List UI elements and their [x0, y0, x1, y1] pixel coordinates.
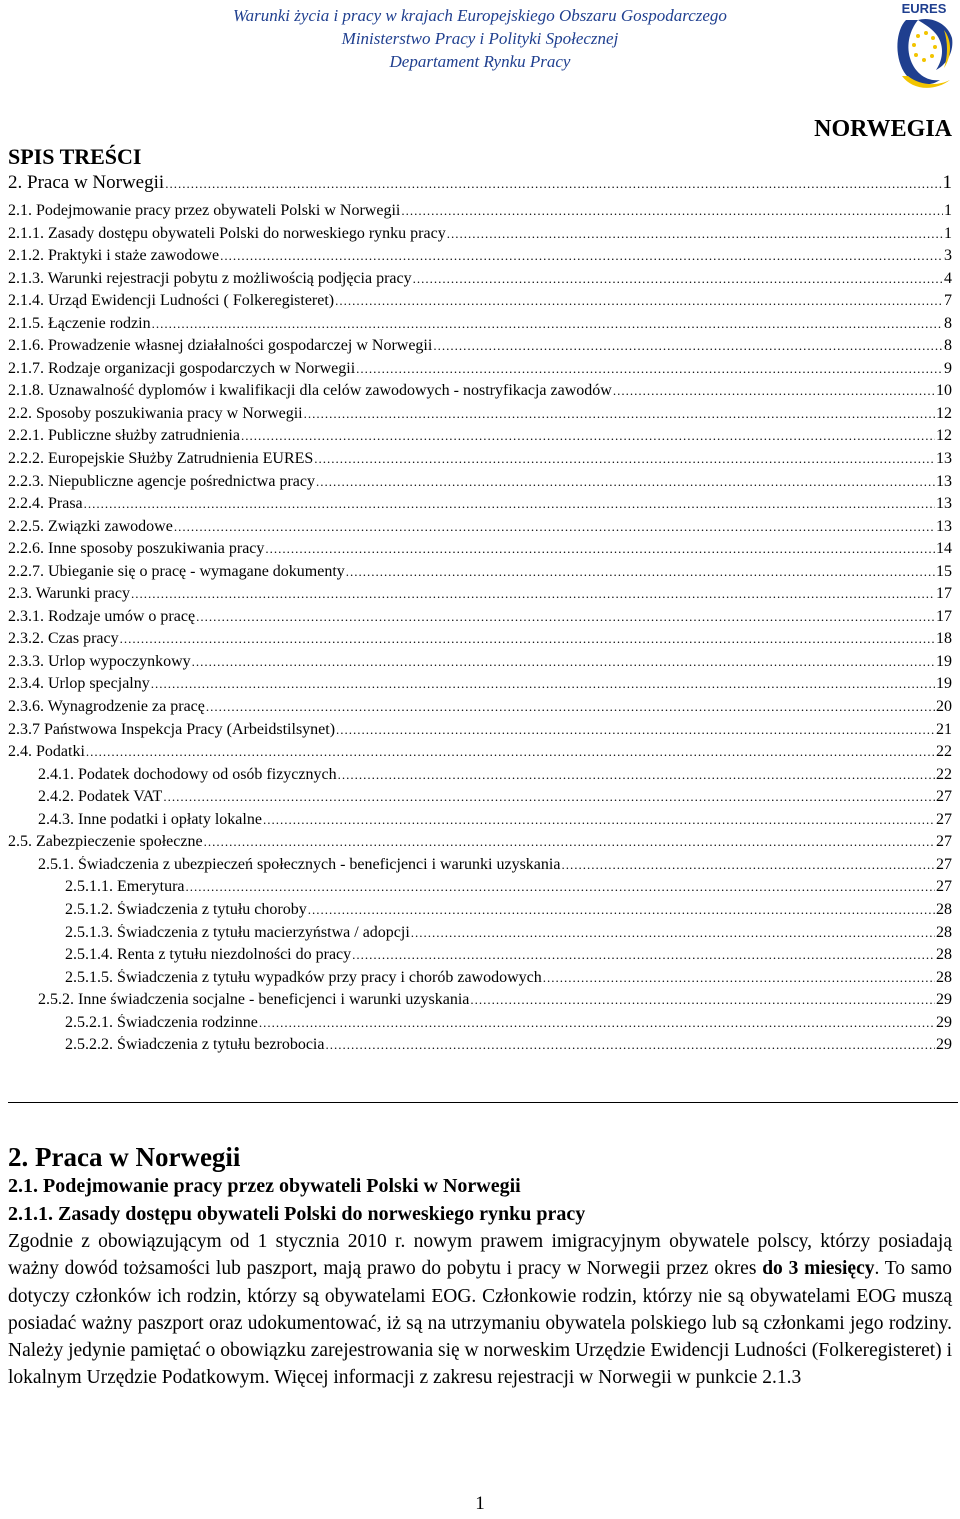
- toc-entry-title: 2.3. Warunki pracy: [8, 585, 130, 603]
- toc-entry[interactable]: [8, 337, 952, 360]
- toc-entry-title: 2.1.6. Prowadzenie własnej działalności gospodarczej w Norwegii: [8, 337, 433, 355]
- toc-entry[interactable]: [8, 721, 952, 744]
- page-number: 1: [475, 1493, 485, 1514]
- eures-logo-text: EURES: [901, 1, 947, 16]
- toc-dot-leader: [470, 992, 935, 1008]
- section-heading-2: 2.1. Podejmowanie pracy przez obywateli Polski w Norwegii: [8, 1175, 521, 1197]
- toc-dot-leader: [336, 722, 935, 738]
- toc-entry-title: 2.1.1. Zasady dostępu obywateli Polski do norweskiego rynku pracy: [8, 224, 446, 242]
- toc-entry-page: 17: [936, 585, 952, 603]
- toc-dot-leader: [613, 383, 935, 399]
- toc-entry-page: 14: [936, 540, 952, 558]
- toc-entry-title: 2.2.1. Publiczne służby zatrudnienia: [8, 427, 240, 445]
- toc-entry[interactable]: [8, 405, 952, 428]
- toc-entry-title: 2.4.2. Podatek VAT: [38, 788, 163, 806]
- country-title: NORWEGIA: [814, 116, 952, 142]
- toc-dot-leader: [186, 879, 935, 895]
- toc-entry-title: 2.5.1.4. Renta z tytułu niezdolności do pracy: [65, 946, 352, 964]
- toc-entry-page: 15: [936, 562, 952, 580]
- toc-dot-leader: [335, 293, 943, 309]
- toc-entry-title: 2.4.1. Podatek dochodowy od osób fizycznych: [38, 765, 337, 783]
- eures-logo: [888, 0, 958, 92]
- toc-entry[interactable]: [8, 427, 952, 450]
- toc-entry-page: 12: [936, 404, 952, 422]
- toc-entry-page: 21: [936, 720, 952, 738]
- toc-entry-page: 4: [944, 269, 952, 287]
- toc-entry[interactable]: [8, 315, 952, 338]
- paragraph-bold-text: do 3 miesięcy: [762, 1258, 875, 1280]
- toc-dot-leader: [151, 676, 935, 692]
- toc-entry[interactable]: [8, 811, 952, 834]
- header-line-1: Warunki życia i pracy w krajach Europejskiego Obszaru Gospodarczego: [233, 6, 727, 25]
- toc-dot-leader: [86, 744, 935, 760]
- toc-entry[interactable]: [8, 360, 952, 383]
- toc-entry-page: 22: [936, 765, 952, 783]
- toc-entry-page: 8: [944, 314, 952, 332]
- toc-entry-page: 28: [936, 923, 952, 941]
- toc-entry-title: 2. Praca w Norwegii: [8, 172, 165, 193]
- toc-entry-title: 2.2.5. Związki zawodowe: [8, 517, 173, 535]
- toc-dot-leader: [241, 428, 935, 444]
- toc-entry-page: 1: [942, 172, 952, 193]
- toc-entry-page: 1: [944, 202, 952, 219]
- toc-entry[interactable]: [8, 1014, 952, 1037]
- toc-entry-title: 2.3.2. Czas pracy: [8, 630, 119, 648]
- toc-dot-leader: [352, 947, 935, 963]
- toc-entry-page: 19: [936, 652, 952, 670]
- toc-entry[interactable]: [8, 924, 952, 947]
- toc-dot-leader: [308, 902, 935, 918]
- toc-entry-page: 29: [936, 1036, 952, 1054]
- toc-dot-leader: [561, 857, 935, 873]
- toc-entry[interactable]: [8, 878, 952, 901]
- toc-entry[interactable]: [8, 833, 952, 856]
- toc-dot-leader: [192, 654, 935, 670]
- toc-dot-leader: [265, 541, 935, 557]
- toc-entry-page: 29: [936, 1013, 952, 1031]
- toc-entry[interactable]: [8, 630, 952, 653]
- toc-entry[interactable]: [8, 946, 952, 969]
- toc-entry[interactable]: [8, 653, 952, 676]
- toc-entry[interactable]: [8, 766, 952, 789]
- section-heading-1: 2. Praca w Norwegii: [8, 1142, 241, 1172]
- toc-entry-title: 2.4. Podatki: [8, 743, 85, 761]
- toc-entry[interactable]: [8, 585, 952, 608]
- toc-entry-title: 2.5.1. Świadczenia z ubezpieczeń społecznych - beneficjenci i warunki uzyskania: [38, 855, 561, 873]
- toc-entry-page: 3: [944, 247, 952, 265]
- toc-entry-page: 17: [936, 607, 952, 625]
- toc-dot-leader: [84, 496, 935, 512]
- toc-entry[interactable]: [8, 563, 952, 586]
- toc-entry[interactable]: [8, 225, 952, 248]
- toc-entry[interactable]: [8, 270, 952, 293]
- toc-dot-leader: [196, 609, 935, 625]
- toc-dot-leader: [314, 451, 935, 467]
- toc-entry-page: 27: [936, 855, 952, 873]
- toc-entry-page: 28: [936, 900, 952, 918]
- toc-entry-title: 2.2.7. Ubieganie się o pracę - wymagane dokumenty: [8, 562, 345, 580]
- toc-entry[interactable]: [8, 450, 952, 473]
- toc-entry-title: 2.2.6. Inne sposoby poszukiwania pracy: [8, 540, 265, 558]
- toc-dot-leader: [163, 789, 935, 805]
- toc-entry-title: 2.5.2.1. Świadczenia rodzinne: [65, 1013, 258, 1031]
- toc-dot-leader: [263, 812, 935, 828]
- toc-dot-leader: [206, 699, 935, 715]
- toc-entry[interactable]: [8, 969, 952, 992]
- toc-entry-title: 2.1.4. Urząd Ewidencji Ludności ( Folkeregisteret): [8, 292, 335, 310]
- toc-entry-title: 2.5.2.2. Świadczenia z tytułu bezrobocia: [65, 1036, 325, 1054]
- section-divider: [8, 1102, 958, 1103]
- toc-entry-title: 2.1.2. Praktyki i staże zawodowe: [8, 247, 220, 265]
- toc-entry-page: 7: [944, 292, 952, 310]
- toc-entry-title: 2.5.1.5. Świadczenia z tytułu wypadków przy pracy i chorób zawodowych: [65, 968, 542, 986]
- toc-entry-title: 2.3.1. Rodzaje umów o pracę: [8, 607, 196, 625]
- toc-entry[interactable]: [8, 540, 952, 563]
- toc-entry-page: 22: [936, 743, 952, 761]
- toc-entry[interactable]: [8, 788, 952, 811]
- toc-entry-page: 20: [936, 698, 952, 716]
- toc-entry[interactable]: [8, 856, 952, 879]
- toc-entry-page: 13: [936, 517, 952, 535]
- toc-dot-leader: [338, 767, 935, 783]
- document-header: [0, 4, 960, 73]
- toc-entry[interactable]: [8, 901, 952, 924]
- toc-dot-leader: [131, 586, 935, 602]
- toc-dot-leader: [152, 316, 943, 332]
- toc-entry-page: 10: [936, 382, 952, 400]
- toc-dot-leader: [411, 925, 935, 941]
- toc-entry[interactable]: [8, 202, 952, 225]
- toc-entry[interactable]: [8, 473, 952, 496]
- toc-entry-page: 27: [936, 878, 952, 896]
- toc-dot-leader: [356, 361, 943, 377]
- toc-entry[interactable]: [8, 1036, 952, 1059]
- toc-entry-title: 2.5.1.1. Emerytura: [65, 878, 185, 896]
- toc-entry[interactable]: [8, 991, 952, 1014]
- toc-dot-leader: [220, 248, 943, 264]
- toc-dot-leader: [204, 834, 935, 850]
- toc-dot-leader: [543, 970, 935, 986]
- toc-entry-page: 29: [936, 991, 952, 1009]
- paragraph-text-start: Zgodnie z obowiązującym od 1 stycznia 2010 r. nowym prawem imigracyjnym obywatele polscy, którzy posiadają ważny dowód tożsamości lub paszport, mają prawo do pobytu i pracy w Norwegii przez okres: [8, 1231, 952, 1280]
- toc-entry-page: 13: [936, 495, 952, 513]
- header-line-2: Ministerstwo Pracy i Polityki Społecznej: [341, 29, 619, 48]
- toc-entry[interactable]: [8, 518, 952, 541]
- toc-entry-page: 13: [936, 472, 952, 490]
- toc-entry-title: 2.3.4. Urlop specjalny: [8, 675, 150, 693]
- paragraph-text-end: . To samo dotyczy członków ich rodzin, którzy są obywatelami EOG. Członkowie rodzin, którzy nie są obywatelami EOG muszą posiadać ważny paszport oraz udokumentować, iż są na utrzymaniu obywatela polskiego lub są członkami jego rodziny. Należy jedynie pamiętać o obowiązku zarejestrowania się w norweskim Urzędzie Ewidencji Ludności (Folkeregisteret) i lokalnym Urzędzie Podatkowym. Więcej informacji z zakresu rejestracji w Norwegii w punkcie 2.1.3: [8, 1258, 952, 1389]
- toc-entry-page: 1: [944, 224, 952, 242]
- toc-entry-title: 2.3.3. Urlop wypoczynkowy: [8, 652, 191, 670]
- toc-entry[interactable]: [8, 382, 952, 405]
- toc-entry-title: 2.1. Podejmowanie pracy przez obywateli Polski w Norwegii: [8, 202, 401, 219]
- toc-dot-leader: [174, 519, 935, 535]
- toc-entry[interactable]: [8, 675, 952, 698]
- toc-entry[interactable]: [8, 172, 952, 202]
- toc-dot-leader: [304, 406, 935, 422]
- toc-entry[interactable]: [8, 608, 952, 631]
- toc-entry-title: 2.3.6. Wynagrodzenie za pracę: [8, 698, 205, 716]
- toc-entry-page: 27: [936, 788, 952, 806]
- toc-entry-page: 27: [936, 833, 952, 851]
- toc-entry-page: 28: [936, 968, 952, 986]
- toc-entry-title: 2.2. Sposoby poszukiwania pracy w Norwegii: [8, 404, 303, 422]
- toc-title: SPIS TREŚCI: [8, 144, 142, 169]
- toc-entry-page: 18: [936, 630, 952, 648]
- toc-entry[interactable]: [8, 247, 952, 270]
- toc-dot-leader: [316, 474, 935, 490]
- toc-dot-leader: [346, 564, 935, 580]
- toc-entry-title: 2.1.8. Uznawalność dyplomów i kwalifikacji dla celów zawodowych - nostryfikacja zawodów: [8, 382, 612, 400]
- toc-entry-page: 8: [944, 337, 952, 355]
- toc-entry-title: 2.1.5. Łączenie rodzin: [8, 314, 151, 332]
- toc-dot-leader: [325, 1037, 935, 1053]
- toc-entry-page: 27: [936, 810, 952, 828]
- toc-dot-leader: [165, 176, 941, 192]
- toc-dot-leader: [447, 226, 943, 242]
- section-heading-3: 2.1.1. Zasady dostępu obywateli Polski do norweskiego rynku pracy: [8, 1203, 586, 1225]
- toc-dot-leader: [413, 271, 943, 287]
- toc-entry-page: 12: [936, 427, 952, 445]
- toc-entry-title: 2.5.2. Inne świadczenia socjalne - beneficjenci i warunki uzyskania: [38, 991, 470, 1009]
- toc-entry-title: 2.2.3. Niepubliczne agencje pośrednictwa pracy: [8, 472, 315, 490]
- toc-entry-title: 2.5.1.2. Świadczenia z tytułu choroby: [65, 900, 307, 918]
- toc-entry-title: 2.2.2. Europejskie Służby Zatrudnienia EURES: [8, 450, 314, 468]
- toc-entry-title: 2.5.1.3. Świadczenia z tytułu macierzyństwa / adopcji: [65, 923, 410, 941]
- toc-dot-leader: [433, 338, 943, 354]
- toc-entry[interactable]: [8, 743, 952, 766]
- toc-entry-page: 28: [936, 946, 952, 964]
- header-line-3: Departament Rynku Pracy: [389, 52, 571, 71]
- toc-entry-title: 2.1.3. Warunki rejestracji pobytu z możliwością podjęcia pracy: [8, 269, 412, 287]
- toc-entry-page: 13: [936, 450, 952, 468]
- body-paragraph: [8, 1228, 952, 1392]
- toc-entry-title: 2.2.4. Prasa: [8, 495, 83, 513]
- toc-dot-leader: [401, 203, 943, 219]
- toc-entry-page: 9: [944, 359, 952, 377]
- toc-entry-page: 19: [936, 675, 952, 693]
- toc-dot-leader: [120, 631, 935, 647]
- toc-entry[interactable]: [8, 698, 952, 721]
- toc-entry-title: 2.5. Zabezpieczenie społeczne: [8, 833, 203, 851]
- toc-dot-leader: [259, 1015, 935, 1031]
- toc-entry-title: 2.4.3. Inne podatki i opłaty lokalne: [38, 810, 262, 828]
- table-of-contents: [8, 172, 952, 1059]
- toc-entry[interactable]: [8, 292, 952, 315]
- toc-entry-title: 2.1.7. Rodzaje organizacji gospodarczych w Norwegii: [8, 359, 356, 377]
- toc-entry[interactable]: [8, 495, 952, 518]
- toc-entry-title: 2.3.7 Państwowa Inspekcja Pracy (Arbeidstilsynet): [8, 720, 336, 738]
